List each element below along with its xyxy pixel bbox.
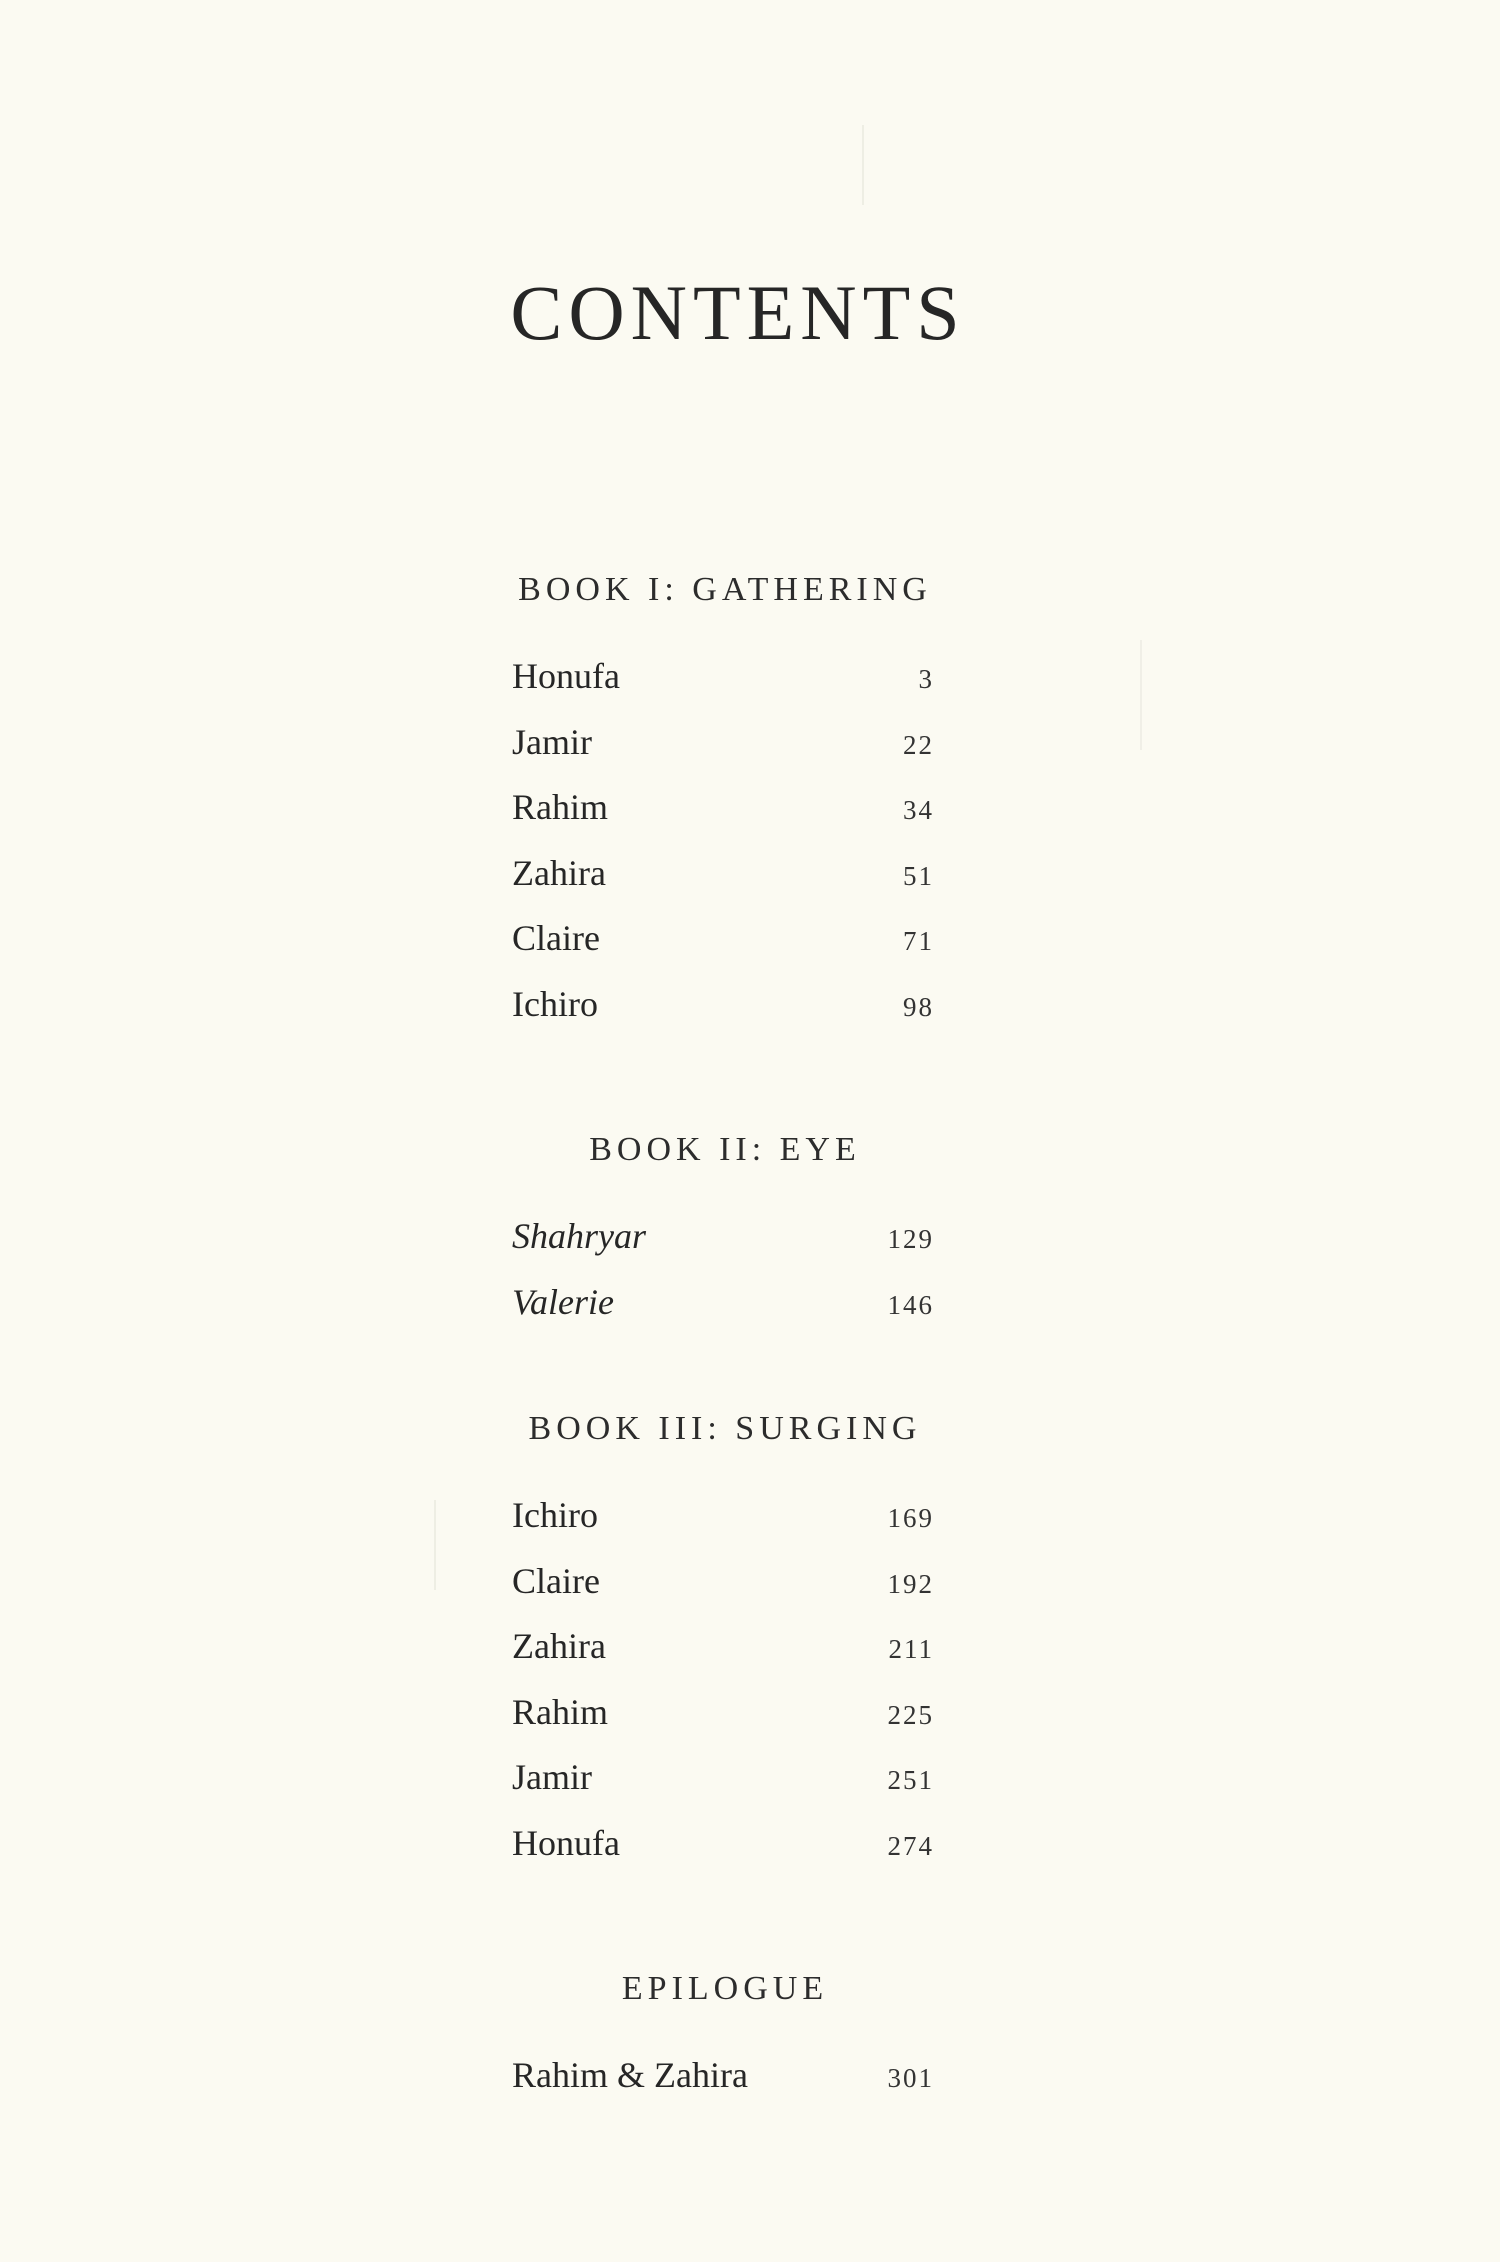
section-heading-book-3: BOOK III: SURGING: [528, 1410, 922, 1447]
entry-title: Jamir: [512, 721, 592, 762]
toc-entry: [512, 775, 938, 841]
entry-page-number: 301: [887, 2063, 934, 2093]
entry-title: Claire: [512, 1560, 600, 1601]
table-of-contents: [512, 560, 938, 2109]
entry-title: Rahim: [512, 1691, 608, 1732]
entry-title: Zahira: [512, 1626, 606, 1666]
entry-page-number: 225: [887, 1699, 934, 1730]
entry-page-number: 3: [918, 664, 934, 694]
toc-entry: [512, 1483, 938, 1549]
section-heading-epilogue: EPILOGUE: [621, 1970, 829, 2007]
entry-page-number: 98: [903, 991, 934, 1022]
scan-mark: [862, 125, 864, 205]
section-heading-book-2: BOOK II: EYE: [589, 1131, 861, 1168]
entry-page-number: 211: [888, 1634, 934, 1664]
entry-title: Ichiro: [512, 983, 598, 1024]
entry-title: Rahim & Zahira: [512, 2055, 748, 2095]
entry-page-number: 51: [903, 860, 934, 891]
entry-title: Jamir: [512, 1757, 592, 1797]
toc-entry: [512, 1680, 938, 1746]
entry-page-number: 146: [887, 1289, 934, 1320]
toc-entry: [512, 2043, 938, 2109]
entry-page-number: 129: [887, 1224, 934, 1254]
entry-page-number: 34: [903, 795, 934, 825]
entry-title: Zahira: [512, 852, 606, 893]
toc-entry: [512, 1549, 938, 1615]
entry-page-number: 192: [887, 1568, 934, 1599]
toc-entry: [512, 1745, 938, 1811]
toc-entry: [512, 1204, 938, 1270]
entry-title: Ichiro: [512, 1495, 598, 1535]
toc-entry: [512, 1614, 938, 1680]
toc-entry: [512, 841, 938, 907]
entry-title: Honufa: [512, 656, 620, 696]
toc-entry: [512, 644, 938, 710]
entry-title: Valerie: [512, 1281, 614, 1322]
entry-page-number: 169: [887, 1503, 934, 1533]
toc-entry: [512, 972, 938, 1038]
entry-title: Claire: [512, 918, 600, 958]
page-title: CONTENTS: [510, 269, 966, 356]
entry-page-number: 22: [903, 729, 934, 760]
scan-mark: [434, 1500, 436, 1590]
scan-mark: [1140, 640, 1142, 750]
entry-page-number: 71: [903, 926, 934, 956]
section-heading-book-1: BOOK I: GATHERING: [518, 571, 932, 608]
toc-entry: [512, 1270, 938, 1336]
entry-title: Shahryar: [512, 1216, 646, 1256]
toc-entry: [512, 1811, 938, 1877]
entry-page-number: 251: [887, 1765, 934, 1795]
toc-entry: [512, 710, 938, 776]
entry-title: Honufa: [512, 1822, 620, 1863]
entry-title: Rahim: [512, 787, 608, 827]
toc-entry: [512, 906, 938, 972]
entry-page-number: 274: [887, 1830, 934, 1861]
